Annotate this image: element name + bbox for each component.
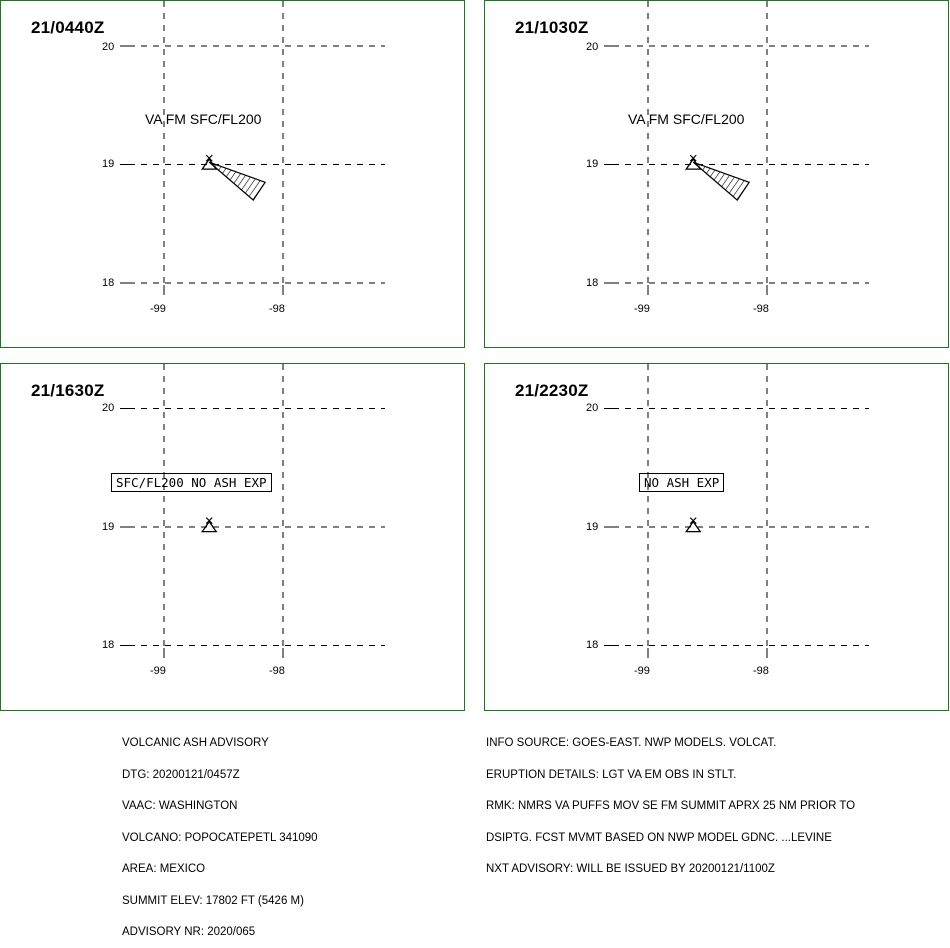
advisory-area: AREA: MEXICO	[122, 863, 206, 875]
advisory-vaac: VAAC: WASHINGTON	[122, 800, 238, 812]
map-panel-4	[484, 363, 949, 711]
ash-cloud-polygon	[693, 162, 749, 200]
lon-label-99: -99	[634, 665, 650, 677]
lon-label-99: -99	[150, 303, 166, 315]
panel-time: 21/1630Z	[31, 381, 105, 400]
lat-label-18: 18	[102, 639, 115, 651]
advisory-title: VOLCANIC ASH ADVISORY	[122, 737, 269, 749]
advisory-next: NXT ADVISORY: WILL BE ISSUED BY 20200121/1100Z	[486, 863, 775, 875]
lat-label-18: 18	[586, 639, 599, 651]
ash-layer-label: VA FM SFC/FL200	[628, 111, 745, 127]
lat-label-20: 20	[102, 402, 115, 414]
lon-label-99: -99	[150, 665, 166, 677]
lon-label-98: -98	[269, 665, 285, 677]
map-grid	[485, 364, 950, 712]
lat-label-20: 20	[586, 41, 599, 53]
lon-label-98: -98	[269, 303, 285, 315]
lat-label-20: 20	[102, 41, 115, 53]
advisory-dtg: DTG: 20200121/0457Z	[122, 768, 240, 781]
ash-cloud-polygon	[209, 162, 265, 200]
map-grid	[1, 1, 466, 349]
lat-label-19: 19	[102, 521, 115, 533]
lon-label-98: -98	[753, 303, 769, 315]
no-ash-label: NO ASH EXP	[639, 473, 724, 492]
advisory-details-block	[486, 717, 855, 885]
lat-label-19: 19	[586, 158, 599, 170]
lon-label-99: -99	[634, 303, 650, 315]
advisory-summit-elev: SUMMIT ELEV: 17802 FT (5426 M)	[122, 894, 304, 907]
advisory-volcano: VOLCANO: POPOCATEPETL 341090	[122, 831, 318, 844]
volcano-icon	[686, 518, 700, 532]
map-panel-2	[484, 0, 949, 348]
advisory-header-block	[122, 717, 318, 948]
panel-time: 21/2230Z	[515, 381, 589, 400]
map-grid	[485, 1, 950, 349]
advisory-number: ADVISORY NR: 2020/065	[122, 926, 256, 938]
lon-label-98: -98	[753, 665, 769, 677]
advisory-remarks: RMK: NMRS VA PUFFS MOV SE FM SUMMIT APRX 25 NM PRIOR TO	[486, 800, 856, 812]
lat-label-20: 20	[586, 402, 599, 414]
volcano-icon	[202, 518, 216, 532]
ash-layer-label: VA FM SFC/FL200	[145, 111, 262, 127]
no-ash-label: SFC/FL200 NO ASH EXP	[111, 473, 272, 492]
map-panel-1	[0, 0, 465, 348]
advisory-info-source: INFO SOURCE: GOES-EAST. NWP MODELS. VOLCAT.	[486, 737, 777, 749]
advisory-remarks-cont: DSIPTG. FCST MVMT BASED ON NWP MODEL GDNC. ...LEVINE	[486, 831, 832, 844]
lat-label-19: 19	[102, 158, 115, 170]
panel-time: 21/1030Z	[515, 18, 589, 37]
map-grid	[1, 364, 466, 712]
lat-label-18: 18	[586, 277, 599, 289]
lat-label-19: 19	[586, 521, 599, 533]
panel-time: 21/0440Z	[31, 18, 105, 37]
lat-label-18: 18	[102, 277, 115, 289]
map-panel-3	[0, 363, 465, 711]
advisory-eruption-details: ERUPTION DETAILS: LGT VA EM OBS IN STLT.	[486, 768, 737, 781]
